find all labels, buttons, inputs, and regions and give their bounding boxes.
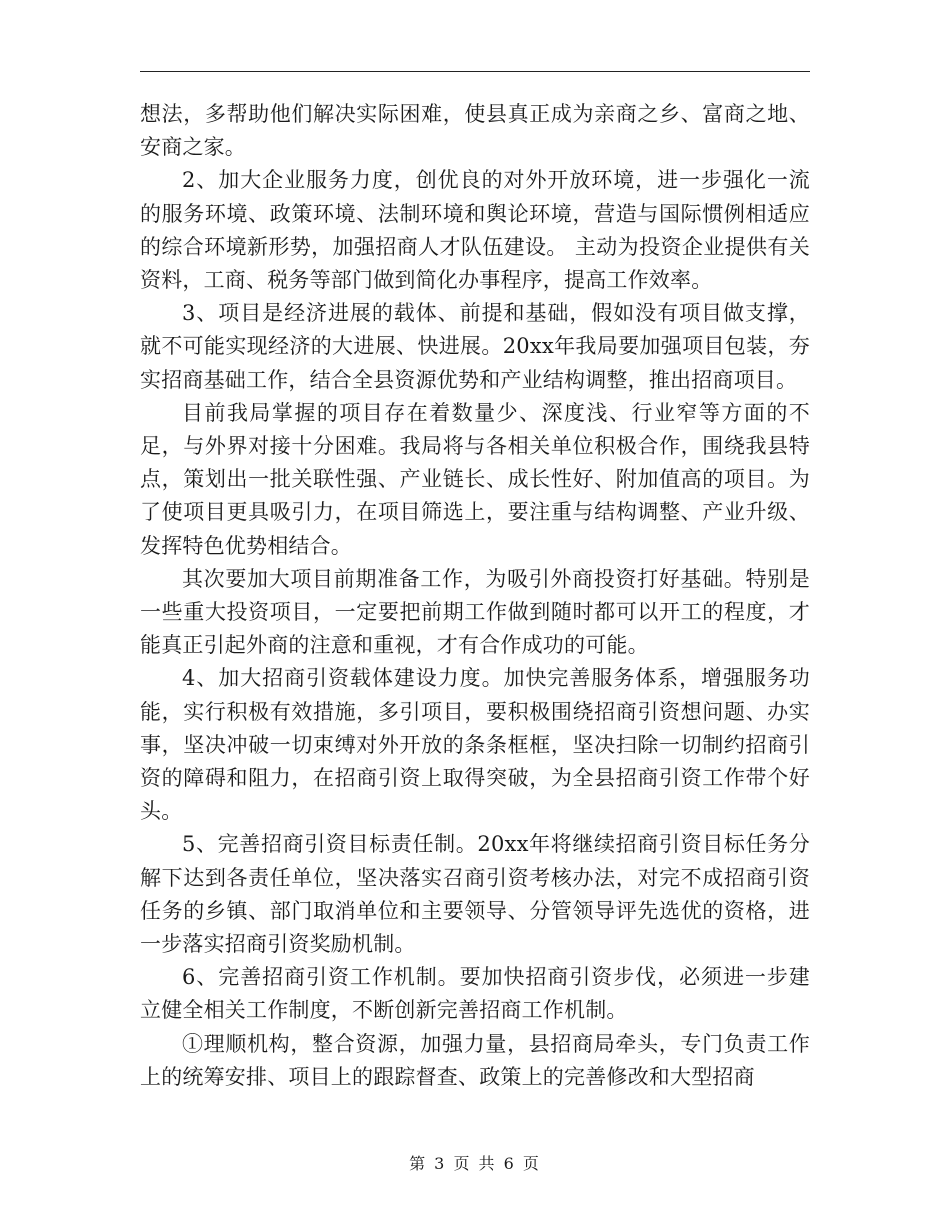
paragraph: 目前我局掌握的项目存在着数量少、深度浅、行业窄等方面的不足，与外界对接十分困难。我局将与各相关单位积极合作，围绕我县特点，策划出一批关联性强、产业链长、成长性好、附加值高的项目。为了使项目更具吸引力，在项目筛选上，要注重与结构调整、产业升级、发挥特色优势相结合。 <box>140 400 810 558</box>
paragraph: 6、完善招商引资工作机制。要加快招商引资步伐，必须进一步建立健全相关工作制度，不断创新完善招商工作机制。 <box>140 965 810 1023</box>
paragraph: 4、加大招商引资载体建设力度。加快完善服务体系，增强服务功能，实行积极有效措施，多引项目，要积极围绕招商引资想问题、办实事，坚决冲破一切束缚对外开放的条条框框，坚决扫除一切制约招商引资的障碍和阻力，在招商引资上取得突破，为全县招商引资工作带个好头。 <box>140 666 810 824</box>
header-rule <box>140 71 810 72</box>
paragraph: 其次要加大项目前期准备工作，为吸引外商投资打好基础。特别是一些重大投资项目，一定要把前期工作做到随时都可以开工的程度，才能真正引起外商的注意和重视，才有合作成功的可能。 <box>140 566 810 658</box>
paragraph: 想法，多帮助他们解决实际困难，使县真正成为亲商之乡、富商之地、安商之家。 <box>140 102 810 160</box>
document-body <box>140 98 810 1094</box>
page-number-footer: 第 3 页 共 6 页 <box>409 1154 541 1173</box>
paragraph: 2、加大企业服务力度，创优良的对外开放环境，进一步强化一流的服务环境、政策环境、法制环境和舆论环境，营造与国际惯例相适应的综合环境新形势，加强招商人才队伍建设。 主动为投资企业提供有关资料，工商、税务等部门做到简化办事程序，提高工作效率。 <box>140 168 810 293</box>
paragraph: 5、完善招商引资目标责任制。20xx年将继续招商引资目标任务分解下达到各责任单位，坚决落实召商引资考核办法，对完不成招商引资任务的乡镇、部门取消单位和主要领导、分管领导评先选优的资格，进一步落实招商引资奖励机制。 <box>140 832 810 957</box>
paragraph: ①理顺机构，整合资源，加强力量，县招商局牵头，专门负责工作上的统筹安排、项目上的跟踪督查、政策上的完善修改和大型招商 <box>140 1031 810 1089</box>
paragraph: 3、项目是经济进展的载体、前提和基础，假如没有项目做支撑，就不可能实现经济的大进展、快进展。20xx年我局要加强项目包装，夯实招商基础工作，结合全县资源优势和产业结构调整，推出招商项目。 <box>140 301 810 392</box>
